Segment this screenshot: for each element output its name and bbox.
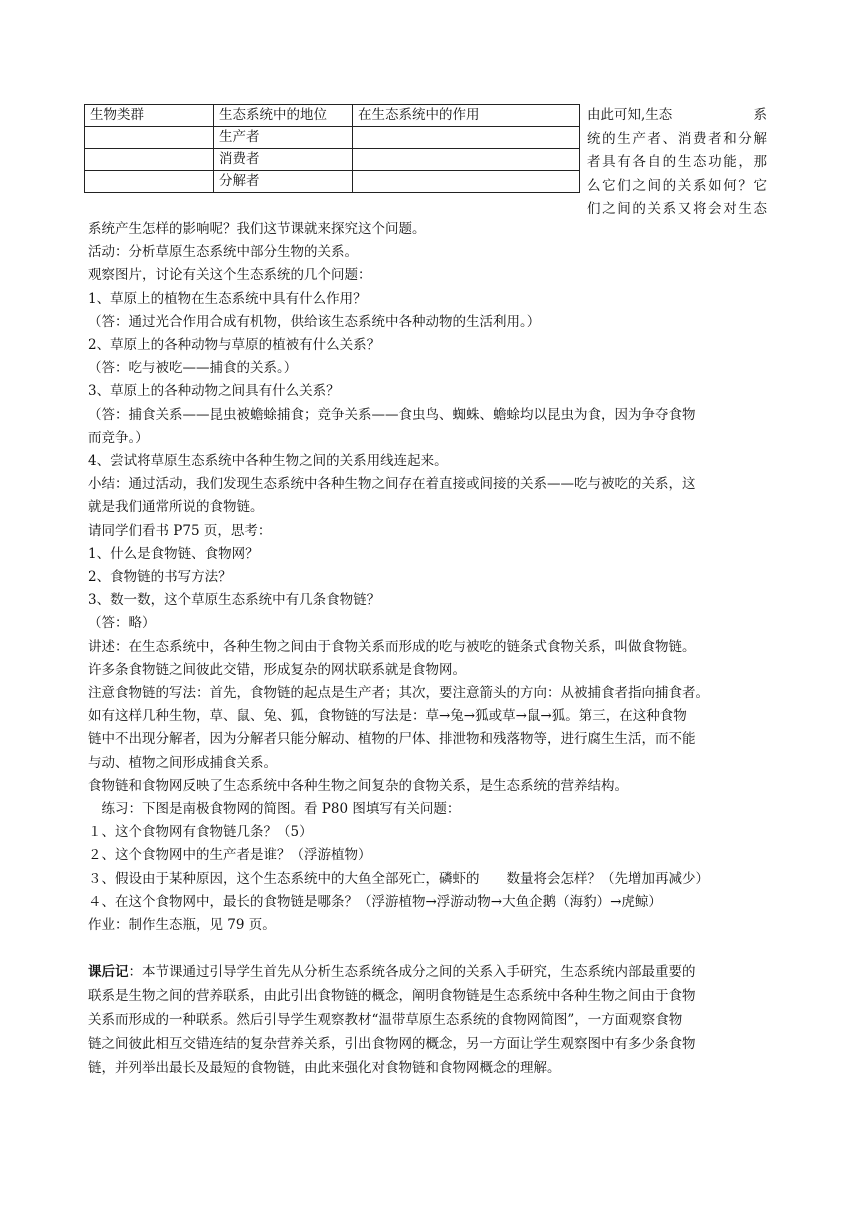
lesson-body (88, 218, 772, 937)
body-line: 讲述：在生态系统中，各种生物之间由于食物关系而形成的吃与被吃的链条式食物关系，叫做食物链。 (88, 638, 696, 655)
side-text-fragment: 由此可知,生态 (587, 107, 673, 123)
body-line: 2、草原上的各种动物与草原的植被有什么关系？ (88, 337, 381, 354)
body-line: 注意食物链的写法：首先，食物链的起点是生产者；其次，要注意箭头的方向：从被捕食者指向捕食者。 (88, 685, 709, 702)
table-header-row (85, 105, 580, 127)
table-header-cell: 生物类群 (85, 105, 214, 127)
body-line: 许多条食物链之间彼此交错，形成复杂的网状联系就是食物网。 (88, 661, 466, 678)
body-line: 3、草原上的各种动物之间具有什么关系？ (88, 383, 340, 400)
afterword-text: ：本节课通过引导学生首先从分析生态系统各成分之间的关系入手研究，生态系统内部最重要的 (128, 964, 696, 980)
afterword-line: 链，并列举出最长及最短的食物链，由此来强化对食物链和食物网概念的理解。 (88, 1060, 561, 1076)
body-line: （答：略） (88, 615, 156, 632)
afterword-line: 链之间彼此相互交错连结的复杂营养关系，引出食物网的概念，另一方面让学生观察图中有多少条食物 (88, 1036, 696, 1052)
body-line: 观察图片，讨论有关这个生态系统的几个问题： (88, 267, 372, 284)
body-line: （答：捕食关系——昆虫被蟾蜍捕食；竞争关系——食虫鸟、蜘蛛、蟾蜍均以昆虫为食，因为争夺食物 (88, 406, 696, 423)
side-line: 么它们之间的关系如何？它 (587, 177, 767, 194)
afterword-section (88, 960, 772, 1080)
table-header-cell: 生态系统中的地位 (214, 105, 353, 127)
body-line: 请同学们看书 P75 页，思考： (88, 522, 272, 539)
body-line: ４、在这个食物网中，最长的食物链是哪条？（浮游植物→浮游动物→大鱼企鹅（海豹）→虎鲸） (88, 893, 662, 910)
body-line: （答：吃与被吃——捕食的关系。） (88, 360, 298, 377)
body-line: 链中不出现分解者，因为分解者只能分解动、植物的尸体、排泄物和残落物等，进行腐生生活，而不能 (88, 731, 696, 748)
body-line: 活动：分析草原生态系统中部分生物的关系。 (88, 244, 358, 261)
body-line: 而竞争。） (88, 429, 149, 446)
body-line: ３、假设由于某种原因，这个生态系统中的大鱼全部死亡，磷虾的 数量将会怎样？（先增加再减少） (88, 870, 709, 887)
afterword-line: 关系而形成的一种联系。然后引导学生观察教材“温带草原生态系统的食物网简图”，一方面观察食物 (88, 1012, 683, 1028)
table-cell (353, 127, 580, 149)
afterword-line: 联系是生物之间的营养联系，由此引出食物链的概念，阐明食物链是生态系统中各种生物之间由于食物 (88, 988, 696, 1004)
table-header-cell: 在生态系统中的作用 (353, 105, 580, 127)
body-line: 练习：下图是南极食物网的简图。看 P80 图填写有关问题： (88, 801, 461, 818)
table-row (85, 127, 580, 149)
table-cell: 生产者 (214, 127, 353, 149)
body-line: （答：通过光合作用合成有机物，供给该生态系统中各种动物的生活利用。） (88, 313, 541, 330)
afterword-line (88, 960, 772, 984)
table-cell (353, 171, 580, 193)
side-line (587, 104, 767, 128)
body-line: 小结：通过活动，我们发现生态系统中各种生物之间存在着直接或间接的关系——吃与被吃的关系，这 (88, 476, 696, 493)
body-line: 如有这样几种生物，草、鼠、兔、狐，食物链的写法是：草→兔→狐或草→鼠→狐。第三，在这种食物 (88, 708, 687, 725)
body-line: 就是我们通常所说的食物链。 (88, 499, 264, 516)
table-cell (85, 171, 214, 193)
body-line: 1、草原上的植物在生态系统中具有什么作用？ (88, 290, 367, 307)
body-line: 4、尝试将草原生态系统中各种生物之间的关系用线连起来。 (88, 453, 448, 470)
body-line: １、这个食物网有食物链几条？（5） (88, 824, 313, 841)
table-row (85, 171, 580, 193)
body-line: 食物链和食物网反映了生态系统中各种生物之间复杂的食物关系，是生态系统的营养结构。 (88, 777, 628, 794)
body-line: 作业：制作生态瓶，见 79 页。 (88, 917, 276, 934)
body-line: 与动、植物之间形成捕食关系。 (88, 754, 277, 771)
body-line: 1、什么是食物链、食物网？ (88, 545, 259, 562)
side-line: 者具有各自的生态功能，那 (587, 154, 767, 170)
body-line: 3、数一数，这个草原生态系统中有几条食物链？ (88, 592, 381, 609)
table-cell (85, 149, 214, 171)
side-line: 统的生产者、消费者和分解 (587, 130, 767, 147)
table-cell: 分解者 (214, 171, 353, 193)
table-cell: 消费者 (214, 149, 353, 171)
side-paragraph (587, 104, 767, 222)
body-line: 系统产生怎样的影响呢？我们这节课就来探究这个问题。 (88, 221, 426, 237)
table-cell (353, 149, 580, 171)
body-line: ２、这个食物网中的生产者是谁？（浮游植物） (88, 847, 372, 864)
organism-role-table (84, 104, 580, 193)
side-line: 们之间的关系又将会对生态 (587, 201, 767, 217)
table-cell (85, 127, 214, 149)
table-row (85, 149, 580, 171)
afterword-label: 课后记 (88, 964, 129, 980)
body-line: 2、食物链的书写方法？ (88, 569, 232, 586)
side-text-fragment: 系 (753, 107, 767, 123)
